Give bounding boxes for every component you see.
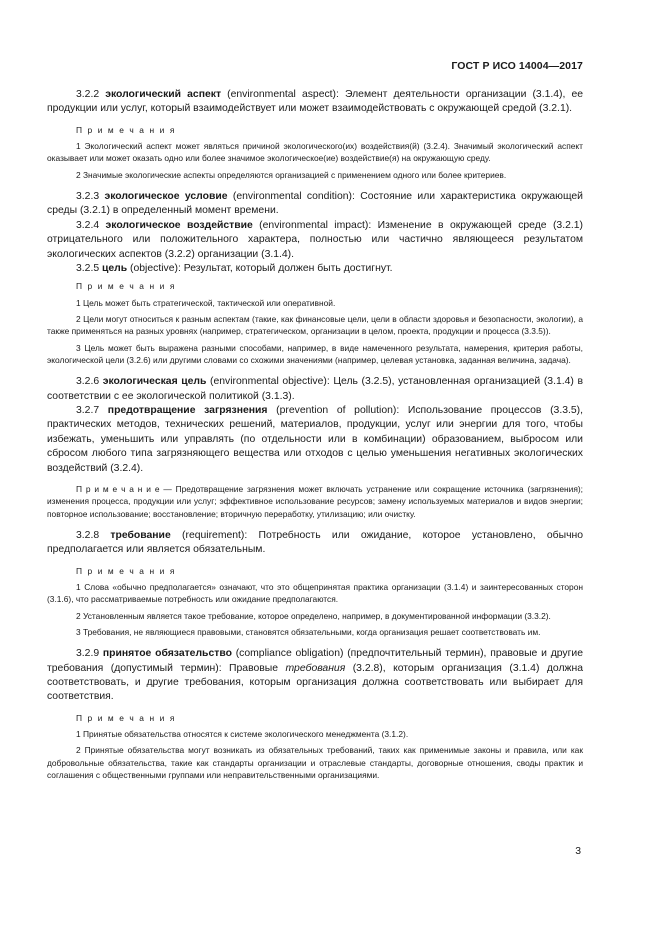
definition-text: (prevention of pollution): Использование процессов (3.3.5), практических методов, технических решений, материалов, продукции, услуг или энергии для того, чтобы избежать, уменьшить или управлять (по отдельности или в комбинации) образованием, выбросом или сбросом любого типа загрязняющего вещества или отходов с целью уменьшения негативных экологических воздействий (3.2.4).: [47, 405, 584, 474]
note: 3 Требования, не являющиеся правовыми, становятся обязательными, когда организация решает соответствовать им.: [76, 626, 541, 637]
term: экологический аспект: [105, 89, 222, 100]
note-text: — Предотвращение загрязнения может включать устранение или сокращение источника (загрязнения); изменения процесса, продукции или услуг; эффективное использование ресурсов; замену используемых материалов и видов энергии; повторное использование; восстановление; вторичную переработку, утилизацию; или очистку.: [47, 484, 583, 519]
definition-3-2-6: [47, 375, 583, 404]
note: 3 Цель может быть выражена разными способами, например, в виде намеченного результата, намерения, критерия работы, экологической цели (3.2.6) или другими словами со схожими значениями (например, целевая установка, заданная величина, задача).: [47, 342, 583, 365]
notes-heading: П р и м е ч а н и я: [76, 124, 176, 135]
term: экологическое условие: [104, 191, 228, 202]
clause-number: 3.2.4: [76, 219, 106, 231]
definition-text: (environmental objective): Цель (3.2.5), установленная организацией (3.1.4) в соответствии с ее экологической политикой (3.1.3).: [47, 376, 584, 402]
definition-text: (environmental impact): Изменение в окружающей среде (3.2.1) отрицательного или положительного характера, полностью или частично являющееся результатом экологических аспектов (3.2.2) организации (3.1.4).: [47, 219, 583, 260]
definition-text: (objective): Результат, который должен быть достигнут.: [127, 263, 393, 275]
definition-3-2-8: [47, 529, 583, 558]
definition-text: (environmental condition): Состояние или характеристика окружающей среды (3.2.1) в определенный момент времени.: [47, 191, 583, 217]
notes-heading: П р и м е ч а н и я: [76, 565, 176, 576]
definition-3-2-9: [47, 647, 583, 705]
document-body: [47, 88, 583, 781]
note: 1 Экологический аспект может являться причиной экологического(их) воздействия(й) (3.2.4). Значимый экологический аспект оказывает или может оказать одно или более значимое экологическое(ие) воздействие(я) на окружающую среду.: [47, 141, 583, 164]
definition-3-2-3: [47, 190, 583, 219]
note: [47, 483, 583, 520]
clause-number: 3.2.2: [76, 89, 106, 100]
document-header: ГОСТ Р ИСО 14004—2017: [451, 60, 583, 72]
definition-text: (requirement): Потребность или ожидание, которое установлено, обычно предполагается или является обязательным.: [47, 529, 583, 556]
definition-3-2-7: [47, 404, 583, 476]
note: 2 Принятые обязательства могут возникать из обязательных требований, таких как применимые законы и правила, или как добровольные обязательства, такие как стандарты организации и отраслевые стандарты, договорные отношения, своды практик и соглашения с общественными группами или неправительственными организациями.: [47, 745, 583, 781]
definition-text: (3.2.8), которым организация (3.1.4) должна соответствовать, и другие требования, которым организация должна соответствовать или выбирает для соответствия.: [47, 662, 584, 703]
definition-3-2-2: [47, 88, 583, 117]
note: 1 Принятые обязательства относятся к системе экологического менеджмента (3.1.2).: [76, 729, 409, 740]
clause-number: 3.2.9: [76, 648, 103, 660]
clause-number: 3.2.5: [76, 263, 102, 275]
clause-number: 3.2.8: [76, 529, 111, 541]
note: 2 Значимые экологические аспекты определяются организацией с применением одного или более критериев.: [76, 169, 507, 180]
note: 1 Цель может быть стратегической, тактической или оперативной.: [76, 297, 336, 308]
definition-3-2-4: [47, 219, 583, 262]
clause-number: 3.2.6: [76, 376, 103, 388]
term: принятое обязательство: [102, 648, 232, 660]
definition-3-2-5: [47, 262, 583, 276]
definition-text: (compliance obligation) (предпочтительный термин), правовые и другие требования (допустимый термин): Правовые: [47, 648, 583, 674]
term: требование: [110, 529, 171, 541]
notes-heading: П р и м е ч а н и я: [76, 281, 176, 292]
term: предотвращение загрязнения: [107, 405, 268, 417]
note: 2 Цели могут относиться к разным аспектам (такие, как финансовые цели, цели в области здоровья и безопасности, экологии), а также применяться на разных уровнях (например, стратегическом, организации в целом, проекта, продукции и процесса (3.3.5)).: [47, 314, 583, 337]
term: экологическое воздействие: [105, 219, 253, 231]
term: цель: [102, 263, 128, 275]
definition-text: (environmental aspect): Элемент деятельности организации (3.1.4), ее продукции или услуг, который взаимодействует или может взаимодействовать с окружающей средой (3.2.1).: [47, 89, 584, 115]
italic-term: требования: [285, 662, 346, 674]
clause-number: 3.2.7: [76, 405, 108, 417]
clause-number: 3.2.3: [76, 191, 105, 202]
notes-heading: П р и м е ч а н и я: [76, 712, 176, 723]
page-number: 3: [575, 846, 581, 857]
term: экологическая цель: [102, 376, 207, 388]
note: 1 Слова «обычно предполагается» означают, что это общепринятая практика организации (3.1.4) и заинтересованных сторон (3.1.6), что рассматриваемые потребность или ожидание предполагаются.: [47, 582, 583, 605]
note-label: П р и м е ч а н и е: [76, 484, 160, 495]
note: 2 Установленным является такое требование, которое определено, например, в документированной информации (3.3.2).: [76, 610, 551, 621]
